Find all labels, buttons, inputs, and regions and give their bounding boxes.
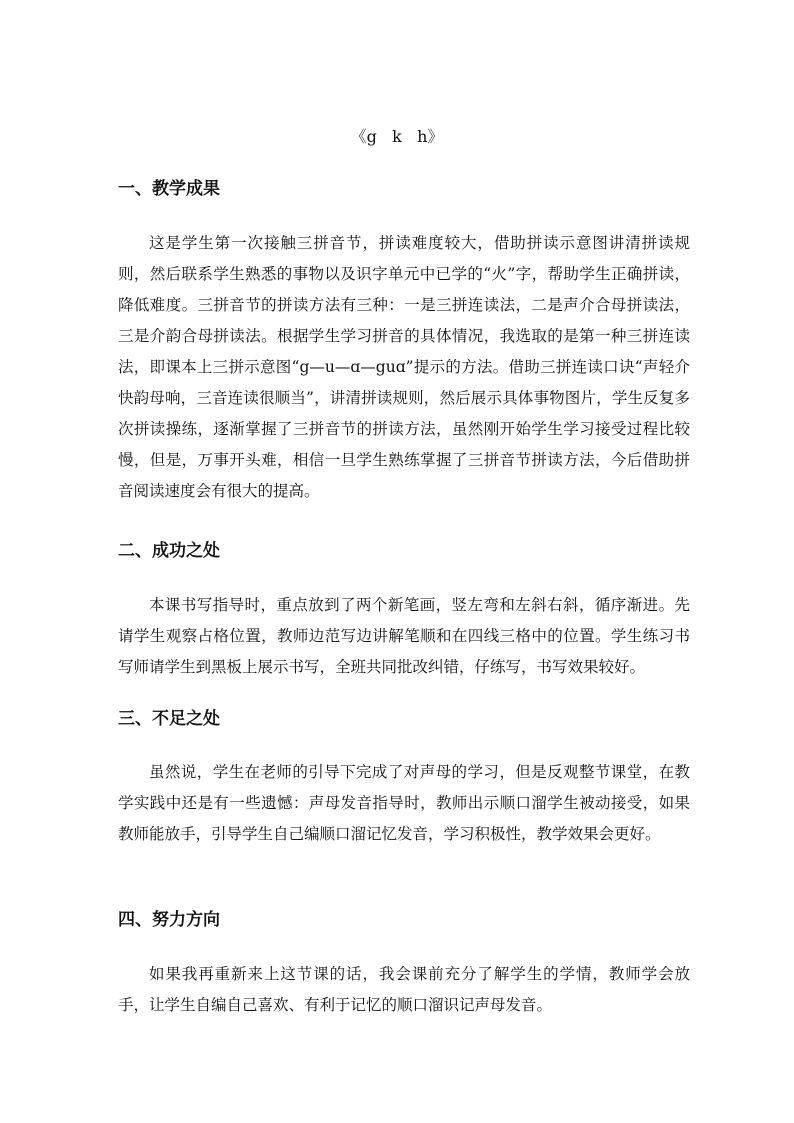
section-body-improvements: 如果我再重新来上这节课的话，我会课前充分了解学生的学情，教师学会放手，让学生自编自己喜欢、有利于记忆的顺口溜识记声母发音。 — [118, 965, 690, 1014]
section-heading-improvements: 四、努力方向 — [118, 910, 220, 930]
section-heading-achievements: 一、教学成果 — [118, 179, 220, 199]
section-heading-shortcomings: 三、不足之处 — [118, 709, 220, 729]
section-body-successes: 本课书写指导时，重点放到了两个新笔画，竖左弯和左斜右斜，循序渐进。先请学生观察占格位置，教师边范写边讲解笔顺和在四线三格中的位置。学生练习书写师请学生到黑板上展示书写，全班共同批改纠错，仔练写，书写效果较好。 — [118, 596, 690, 676]
section-heading-successes: 二、成功之处 — [118, 541, 220, 561]
section-body-shortcomings: 虽然说，学生在老师的引导下完成了对声母的学习，但是反观整节课堂，在教学实践中还是有一些遗憾：声母发音指导时，教师出示顺口溜学生被动接受，如果教师能放手，引导学生自己编顺口溜记忆发音，学习积极性，教学效果会更好。 — [118, 763, 690, 843]
document-title: 《g k h》 — [350, 127, 444, 146]
section-body-achievements: 这是学生第一次接触三拼音节，拼读难度较大，借助拼读示意图讲清拼读规则，然后联系学生熟悉的事物以及识字单元中已学的“火”字，帮助学生正确拼读，降低难度。三拼音节的拼读方法有三种：一是三拼连读法，二是声介合母拼读法，三是介韵合母拼读法。根据学生学习拼音的具体情况，我选取的是第一种三拼连读法，即课本上三拼示意图“g—u—ɑ—guɑ”提示的方法。借助三拼连读口诀“声轻介快韵母响，三音连读很顺当”，讲清拼读规则，然后展示具体事物图片，学生反复多次拼读操练，逐渐掌握了三拼音节的拼读方法，虽然刚开始学生学习接受过程比较慢，但是，万事开头难，相信一旦学生熟练掌握了三拼音节拼读方法，今后借助拼音阅读速度会有很大的提高。 — [118, 234, 690, 500]
